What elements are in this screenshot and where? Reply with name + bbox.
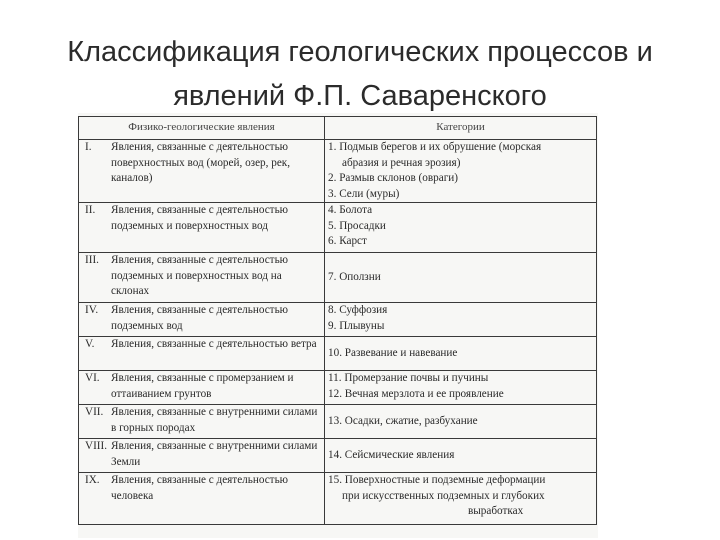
row-number: II.: [85, 204, 96, 216]
categories-cell: [325, 203, 597, 253]
category-line: 3. Сели (муры): [328, 187, 400, 200]
categories-cell: [325, 473, 597, 525]
categories-cell: [325, 371, 597, 405]
categories-cell: [325, 439, 597, 473]
row-number: I.: [85, 141, 92, 153]
table-row: [79, 473, 597, 525]
phenomenon-cell: [79, 371, 325, 405]
category-line: 7. Оползни: [328, 270, 381, 283]
phenomenon-cell: [79, 337, 325, 371]
categories-cell: [325, 303, 597, 337]
phenomenon-text: Явления, связанные с деятельностью ветра: [111, 338, 317, 350]
category-line: 1. Подмыв берегов и их обрушение (морская: [328, 141, 542, 153]
category-line: 2. Размыв склонов (овраги): [328, 172, 459, 184]
category-line: 6. Карст: [328, 235, 367, 247]
row-number: V.: [85, 338, 95, 350]
category-line: 5. Просадки: [328, 219, 386, 232]
phenomenon-cell: [79, 140, 325, 203]
category-line: 13. Осадки, сжатие, разбухание: [328, 414, 478, 427]
row-number: III.: [85, 254, 99, 266]
row-number: VII.: [85, 406, 104, 418]
phenomenon-text: Явления, связанные с внутренними силами Земли: [111, 440, 318, 468]
table-row: [79, 439, 597, 473]
phenomenon-cell: [79, 473, 325, 525]
category-line: 10. Развевание и навевание: [328, 346, 458, 359]
category-line: 14. Сейсмические явления: [328, 448, 455, 461]
slide-title: [40, 30, 680, 118]
header-categories: Категории: [325, 117, 597, 140]
category-line: 4. Болота: [328, 204, 373, 216]
category-line: абразия и речная эрозия): [342, 156, 461, 169]
phenomenon-cell: [79, 203, 325, 253]
categories-cell: [325, 337, 597, 371]
row-number: VIII.: [85, 440, 108, 452]
phenomenon-cell: [79, 303, 325, 337]
phenomenon-cell: [79, 253, 325, 303]
category-line: 9. Плывуны: [328, 319, 385, 332]
category-line: выработках: [468, 505, 524, 517]
category-line: 15. Поверхностные и подземные деформации: [328, 474, 546, 486]
table-row: [79, 140, 597, 203]
category-line: 11. Промерзание почвы и пучины: [328, 372, 489, 384]
table-header-row: [79, 117, 597, 140]
table-row: [79, 405, 597, 439]
title-line-1: Классификация геологических процессов и: [67, 36, 653, 68]
table-row: [79, 303, 597, 337]
phenomenon-text: Явления, связанные с деятельностью подземных и поверхностных вод: [111, 204, 289, 232]
category-line: 8. Суффозия: [328, 304, 388, 316]
phenomenon-text: Явления, связанные с деятельностью человека: [111, 474, 289, 502]
table-row: [79, 337, 597, 371]
phenomenon-text: Явления, связанные с промерзанием и оттаиванием грунтов: [111, 372, 294, 400]
category-line: при искусственных подземных и глубоких: [342, 489, 545, 502]
category-line: 12. Вечная мерзлота и ее проявление: [328, 387, 504, 400]
classification-table: [78, 116, 597, 525]
phenomenon-text: Явления, связанные с деятельностью подземных и поверхностных вод на склонах: [111, 254, 289, 297]
categories-cell: [325, 405, 597, 439]
phenomenon-text: Явления, связанные с внутренними силами в горных породах: [111, 406, 318, 434]
categories-cell: [325, 253, 597, 303]
row-number: VI.: [85, 372, 100, 384]
categories-cell: [325, 140, 597, 203]
phenomenon-cell: [79, 439, 325, 473]
header-phenomena: Физико-геологические явления: [79, 117, 325, 140]
table-row: [79, 253, 597, 303]
phenomenon-text: Явления, связанные с деятельностью подземных вод: [111, 304, 289, 332]
table-row: [79, 371, 597, 405]
title-line-2: явлений Ф.П. Саваренского: [173, 80, 547, 112]
phenomenon-text: Явления, связанные с деятельностью поверхностных вод (морей, озер, рек, каналов): [111, 141, 291, 184]
phenomenon-cell: [79, 405, 325, 439]
table-row: [79, 203, 597, 253]
row-number: IV.: [85, 304, 99, 316]
row-number: IX.: [85, 474, 100, 486]
